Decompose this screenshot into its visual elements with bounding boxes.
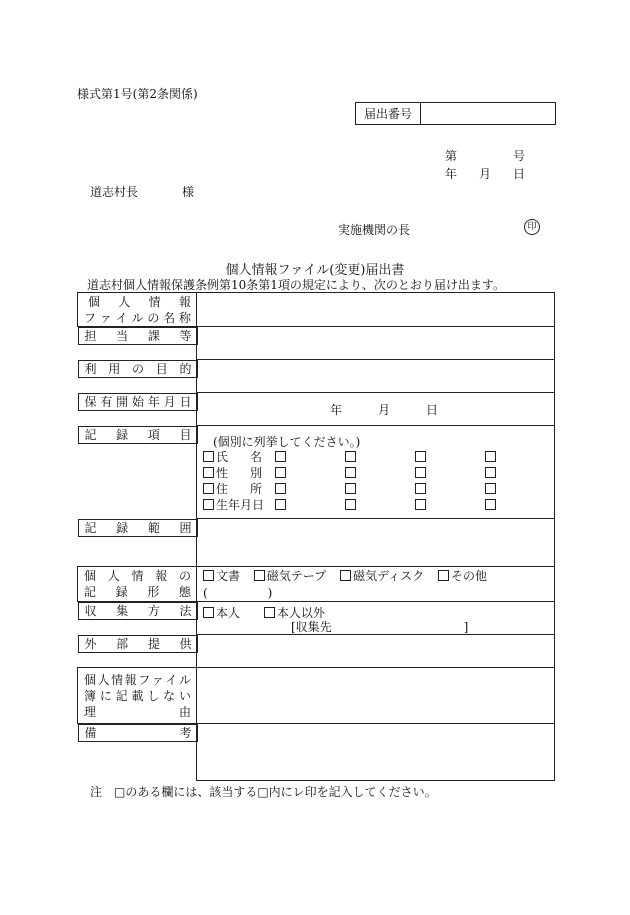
- field-purpose[interactable]: [197, 360, 555, 393]
- label-start-date: 保 有 開 始 年 月 日: [78, 393, 198, 411]
- label-collection-method: 収 集 方 法: [78, 602, 198, 620]
- notification-number-field[interactable]: [421, 103, 555, 124]
- checkbox-icon[interactable]: [485, 499, 496, 510]
- label-department: 担 当 課 等: [78, 327, 198, 345]
- checkbox-icon[interactable]: [203, 467, 214, 478]
- row-record-items: [78, 426, 555, 519]
- checkbox-icon[interactable]: [275, 451, 286, 462]
- option-magnetic-disk: 磁気ディスク: [353, 569, 425, 583]
- date-year: 年: [445, 167, 458, 181]
- item-sex: 性 別: [216, 466, 262, 480]
- page-title: 個人情報ファイル(変更)届出書: [225, 263, 405, 278]
- label-record-scope: 記 録 範 囲: [78, 519, 198, 537]
- form-number: 様式第1号(第2条関係): [77, 87, 198, 101]
- field-department[interactable]: [197, 327, 555, 360]
- sender: 実施機関の長: [338, 223, 411, 237]
- record-items-grid: [197, 450, 554, 513]
- row-no-ledger-reason: [78, 668, 555, 724]
- item-birthdate: 生 年 月 日: [216, 498, 265, 512]
- checkbox-icon[interactable]: [345, 467, 356, 478]
- field-remarks[interactable]: [197, 724, 555, 781]
- label-file-name: 個 人 情 報 フ ァ イ ル の 名 称: [78, 293, 197, 327]
- label-remarks: 備 考: [78, 724, 198, 742]
- label-purpose: 利 用 の 目 的: [78, 360, 198, 378]
- field-no-ledger-reason[interactable]: [197, 668, 555, 724]
- checkbox-icon[interactable]: [203, 451, 214, 462]
- row-collection-method: [78, 602, 555, 635]
- option-self: 本人: [216, 606, 241, 620]
- number-prefix: 第: [445, 149, 458, 163]
- field-record-scope[interactable]: [197, 519, 555, 567]
- checkbox-icon[interactable]: [203, 499, 214, 510]
- date-line: [445, 165, 525, 182]
- option-document: 文書: [216, 569, 241, 583]
- row-record-scope: [78, 519, 555, 567]
- option-magnetic-tape: 磁気テープ: [266, 569, 327, 583]
- checkbox-icon[interactable]: [345, 499, 356, 510]
- row-record-format: [78, 567, 555, 602]
- item-name: 氏 名: [216, 450, 262, 464]
- number-line: [445, 147, 525, 164]
- row-file-name: [78, 293, 555, 327]
- checkbox-icon[interactable]: [415, 451, 426, 462]
- notification-number-box: [355, 102, 556, 125]
- option-other: その他( ): [203, 569, 487, 600]
- label-record-format: 個 人 情 報 の 記 録 形 態: [78, 567, 197, 602]
- intro-text: 道志村個人情報保護条例第10条第1項の規定により、次のとおり届け出ます。: [87, 278, 505, 292]
- checkbox-icon[interactable]: [415, 467, 426, 478]
- checkbox-icon[interactable]: [254, 570, 265, 581]
- checkbox-icon[interactable]: [203, 483, 214, 494]
- checkbox-icon[interactable]: [415, 499, 426, 510]
- row-external-provision: [78, 635, 555, 668]
- checkbox-icon[interactable]: [485, 451, 496, 462]
- honorific: 様: [182, 185, 195, 199]
- row-purpose: [78, 360, 555, 393]
- item-address: 住 所: [216, 482, 262, 496]
- row-department: [78, 327, 555, 360]
- addressee: 道志村長: [90, 185, 139, 199]
- checkbox-icon[interactable]: [438, 570, 449, 581]
- checkbox-icon[interactable]: [275, 467, 286, 478]
- label-no-ledger-reason: 個 人 情 報 フ ァ イ ル 簿 に 記 載 し な い 理 由: [78, 668, 197, 724]
- field-collection-method: [197, 602, 555, 635]
- checkbox-icon[interactable]: [345, 451, 356, 462]
- start-date-day: 日: [425, 402, 438, 417]
- row-start-date: [78, 393, 555, 426]
- start-date-month: 月: [377, 402, 390, 417]
- footnote: 注 □のある欄には、該当する□内にレ印を記入してください。: [90, 785, 437, 799]
- field-start-date[interactable]: [197, 393, 555, 426]
- field-record-format: [197, 567, 555, 602]
- label-record-items: 記 録 項 目: [78, 426, 198, 444]
- number-suffix: 号: [512, 149, 525, 163]
- date-month: 月: [478, 167, 491, 181]
- checkbox-icon[interactable]: [275, 483, 286, 494]
- field-record-items: [197, 426, 555, 519]
- checkbox-icon[interactable]: [415, 483, 426, 494]
- checkbox-icon[interactable]: [275, 499, 286, 510]
- option-other-than-self: 本人以外: [276, 606, 325, 620]
- start-date-year: 年: [330, 402, 343, 417]
- label-external-provision: 外 部 提 供: [78, 635, 198, 653]
- notification-number-label: 届出番号: [356, 103, 421, 124]
- checkbox-icon[interactable]: [345, 483, 356, 494]
- application-form-table: [77, 292, 555, 781]
- checkbox-icon[interactable]: [340, 570, 351, 581]
- seal-icon: 印: [524, 219, 540, 235]
- collection-source: [収集先 ]: [291, 620, 469, 634]
- date-day: 日: [512, 167, 525, 181]
- field-external-provision[interactable]: [197, 635, 555, 668]
- checkbox-icon[interactable]: [203, 607, 214, 618]
- row-remarks: [78, 724, 555, 781]
- checkbox-icon[interactable]: [485, 483, 496, 494]
- field-file-name[interactable]: [197, 293, 555, 327]
- checkbox-icon[interactable]: [203, 570, 214, 581]
- checkbox-icon[interactable]: [264, 607, 275, 618]
- record-items-hint: (個別に列挙してください。): [213, 435, 361, 449]
- checkbox-icon[interactable]: [485, 467, 496, 478]
